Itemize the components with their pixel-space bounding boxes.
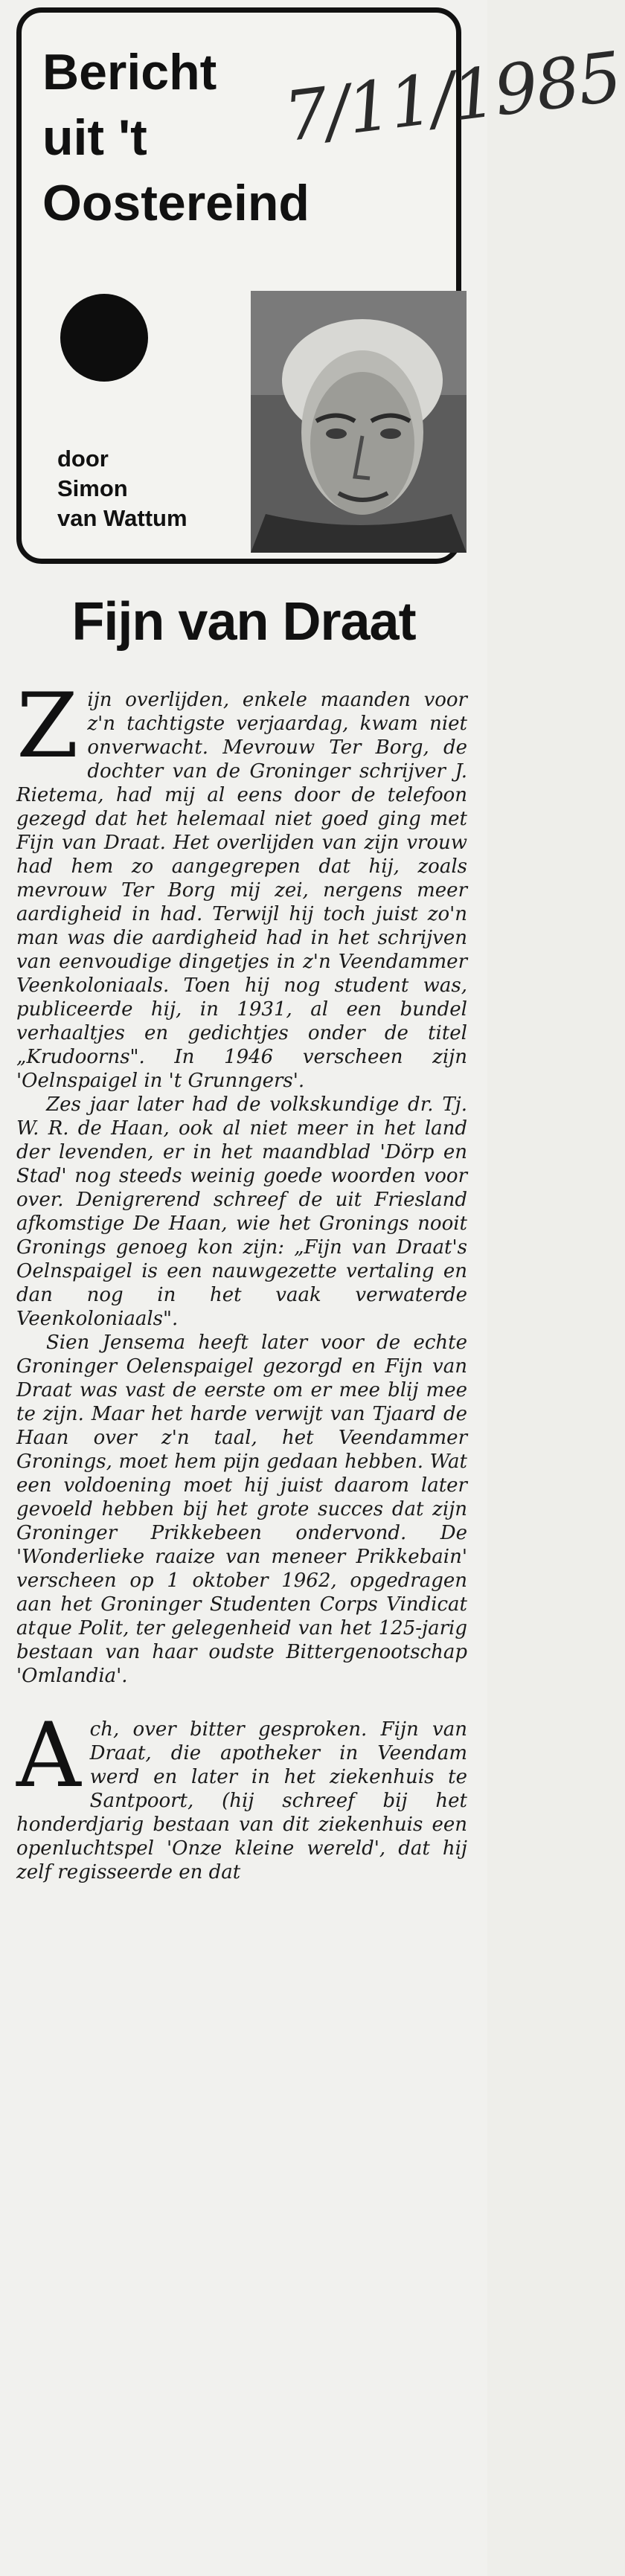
column-title-line: Bericht bbox=[42, 44, 217, 100]
paragraph-text: Zes jaar later had de volkskundige dr. Tj. W. R. de Haan, ook al niet meer in het land der levenden, er in het maandblad 'Dörp en Stad' nog steeds weinig goede woorden voor over. Denigrerend schreef de uit Friesland afkomstige De Haan, wie het Gronings nooit Gronings genoeg kon zijn: „Fijn van Draat's Oelnspaigel is een nauwgezette vertaling en dan nog in het vaak verwaterde Veenkoloniaals". bbox=[16, 1093, 467, 1330]
article-paragraph bbox=[16, 1093, 467, 1331]
drop-cap: Z bbox=[16, 675, 79, 778]
column-title-line: Oostereind bbox=[42, 175, 310, 231]
author-portrait-photo bbox=[251, 291, 467, 553]
article-paragraph bbox=[16, 1704, 467, 1884]
byline-line: door bbox=[57, 446, 109, 472]
column-title bbox=[42, 39, 310, 236]
column-header-box bbox=[16, 7, 625, 564]
byline-line: van Wattum bbox=[57, 505, 188, 531]
paragraph-text: ijn overlijden, enkele maanden voor z'n tachtigste verjaardag, kwam niet onverwacht. Mevrouw Ter Borg, de dochter van de Groninger schrijver J. Rietema, had mij al eens door de telefoon gezegd dat het helemaal niet goed ging met Fijn van Draat. Het overlijden van zijn vrouw had hem zo aangegrepen dat hij, zoals mevrouw Ter Borg mij zei, nergens meer aardigheid in had. Terwijl hij toch juist zo'n man was die aardigheid had in het schrijven van eenvoudige dingetjes in z'n Veendammer Veenkoloniaals. Toen hij nog student was, publiceerde hij, in 1931, al een bundel verhaaltjes en gedichtjes onder de titel „Krudoorns". In 1946 verscheen zijn 'Oelnspaigel in 't Grunngers'. bbox=[16, 689, 467, 1092]
article-paragraph bbox=[16, 1331, 467, 1688]
byline bbox=[57, 444, 188, 533]
drop-cap: A bbox=[16, 1704, 81, 1808]
article-body bbox=[16, 675, 467, 1884]
handwritten-date: 7/11/1985 bbox=[280, 36, 625, 158]
portrait-image bbox=[251, 291, 467, 553]
paragraph-text: ch, over bitter gesproken. Fijn van Draat, die apotheker in Veendam werd en later in het ziekenhuis te Santpoort, (hij schreef bij het honderdjarig bestaan van dit ziekenhuis een openluchtspel 'Onze kleine wereld', dat hij zelf regisseerde en dat bbox=[16, 1718, 467, 1883]
column-dot-logo bbox=[60, 294, 148, 382]
article-headline: Fijn van Draat bbox=[71, 592, 416, 652]
article-paragraph bbox=[16, 675, 467, 1093]
byline-line: Simon bbox=[57, 475, 128, 501]
paragraph-text: Sien Jensema heeft later voor de echte Groninger Oelenspaigel gezorgd en Fijn van Draat was vast de eerste om er mee blij mee te zijn. Maar het harde verwijt van Tjaard de Haan over z'n taal, het Veendammer Gronings, moet hem pijn gedaan hebben. Wat een voldoening moet hij juist daarom later gevoeld hebben bij het grote succes dat zijn Groninger Prikkebeen ondervond. De 'Wonderlieke raaize van meneer Prikkebain' verscheen op 1 oktober 1962, opgedragen aan het Groninger Studenten Corps Vindicat atque Polit, ter gelegenheid van het 125-jarig bestaan van haar oudste Bittergenootschap 'Omlandia'. bbox=[16, 1332, 467, 1687]
column-title-line: uit 't bbox=[42, 109, 147, 166]
